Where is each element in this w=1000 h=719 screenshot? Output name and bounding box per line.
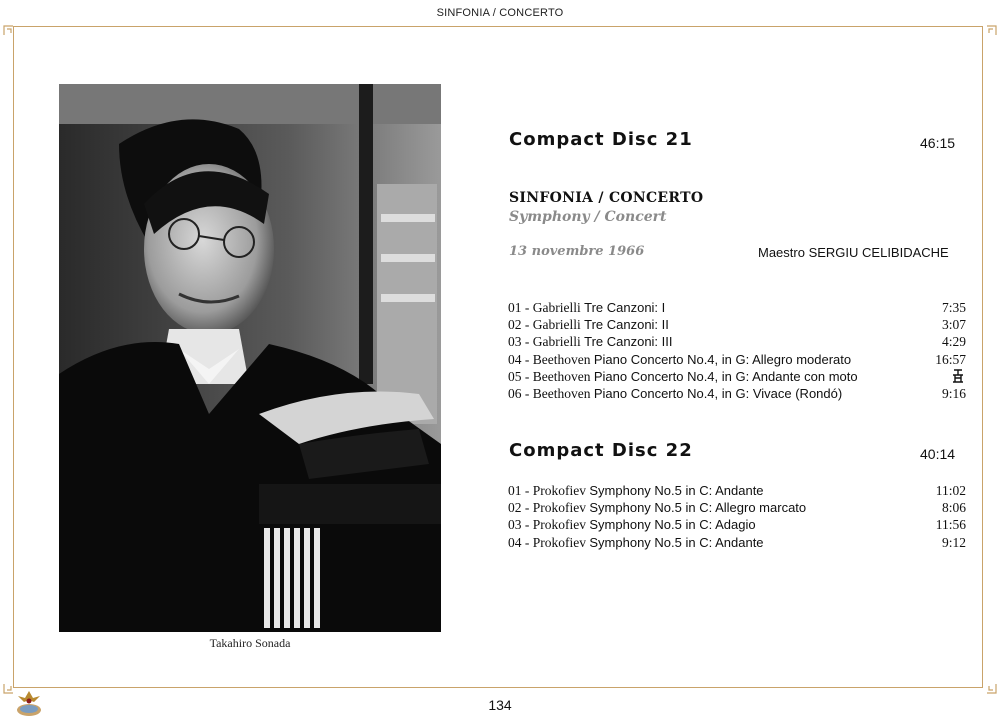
track-composer: Prokofiev <box>532 534 586 550</box>
garbled-glyph-icon <box>952 369 964 383</box>
disc-duration: 40:14 <box>920 446 956 462</box>
track-row <box>508 351 966 368</box>
disc-21-tracklist <box>508 299 966 402</box>
track-row <box>508 368 966 385</box>
track-number: 02 - <box>508 317 530 333</box>
track-number: 03 - <box>508 517 530 533</box>
track-row <box>508 534 966 551</box>
track-number: 01 - <box>508 483 530 498</box>
program-subtitle: Symphony / Concert <box>509 209 667 225</box>
concert-date: 13 novembre 1966 <box>509 244 645 259</box>
track-number: 04 - <box>508 534 530 550</box>
track-number: 03 - <box>508 334 530 350</box>
frame-corner-ornament <box>983 680 997 694</box>
frame-corner-ornament <box>983 25 997 39</box>
track-work: Symphony No.5 in C: Allegro marcato <box>589 500 807 516</box>
track-number: 06 - <box>508 385 530 401</box>
track-row <box>508 482 966 499</box>
track-row <box>508 516 966 533</box>
track-number: 02 - <box>508 500 530 516</box>
disc-duration: 46:15 <box>920 135 956 151</box>
track-duration: 11:56 <box>935 517 966 533</box>
track-work: Piano Concerto No.4, in G: Vivace (Rondó) <box>593 385 843 401</box>
track-work: Symphony No.5 in C: Andante <box>589 483 764 498</box>
track-duration: 3:07 <box>941 317 966 333</box>
track-composer: Beethoven <box>532 368 591 384</box>
track-duration: 4:29 <box>941 334 966 350</box>
track-number: 05 - <box>508 368 530 384</box>
page-number: 134 <box>488 697 512 713</box>
track-composer: Gabrielli <box>532 334 581 350</box>
track-duration: 9:12 <box>941 534 966 550</box>
track-work: Symphony No.5 in C: Andante <box>589 534 764 550</box>
pianist-photo-illustration <box>59 84 441 632</box>
track-row <box>508 385 966 402</box>
program-title: SINFONIA / CONCERTO <box>509 190 704 206</box>
disc-22-tracklist <box>508 482 966 551</box>
track-composer: Beethoven <box>532 351 591 367</box>
track-row <box>508 499 966 516</box>
track-duration: 11:02 <box>935 483 966 498</box>
track-work: Tre Canzoni: II <box>584 317 669 333</box>
track-duration: 16:57 <box>935 351 966 367</box>
track-duration: 7:35 <box>941 300 966 315</box>
disc-title: Compact Disc 21 <box>509 129 693 150</box>
track-work: Symphony No.5 in C: Adagio <box>589 517 756 533</box>
running-head: SINFONIA / CONCERTO <box>436 7 564 19</box>
track-composer: Prokofiev <box>532 500 586 516</box>
frame-corner-ornament <box>3 25 17 39</box>
track-composer: Beethoven <box>532 385 591 401</box>
track-work: Piano Concerto No.4, in G: Andante con moto <box>593 368 858 384</box>
track-row <box>508 333 966 350</box>
track-duration: 9:16 <box>941 385 966 401</box>
photo-caption: Takahiro Sonada <box>209 636 291 650</box>
track-duration: 8:06 <box>941 500 966 516</box>
track-work: Piano Concerto No.4, in G: Allegro moderato <box>593 351 852 367</box>
track-row <box>508 299 966 316</box>
track-composer: Gabrielli <box>532 300 581 315</box>
pianist-photo <box>59 84 441 632</box>
track-number: 01 - <box>508 300 530 315</box>
track-composer: Prokofiev <box>532 483 586 498</box>
track-row <box>508 316 966 333</box>
track-number: 04 - <box>508 351 530 367</box>
track-work: Tre Canzoni: I <box>584 300 666 315</box>
track-work: Tre Canzoni: III <box>584 334 673 350</box>
track-composer: Gabrielli <box>532 317 581 333</box>
track-composer: Prokofiev <box>532 517 586 533</box>
disc-title: Compact Disc 22 <box>509 440 693 461</box>
conductor: Maestro SERGIU CELIBIDACHE <box>758 245 949 260</box>
